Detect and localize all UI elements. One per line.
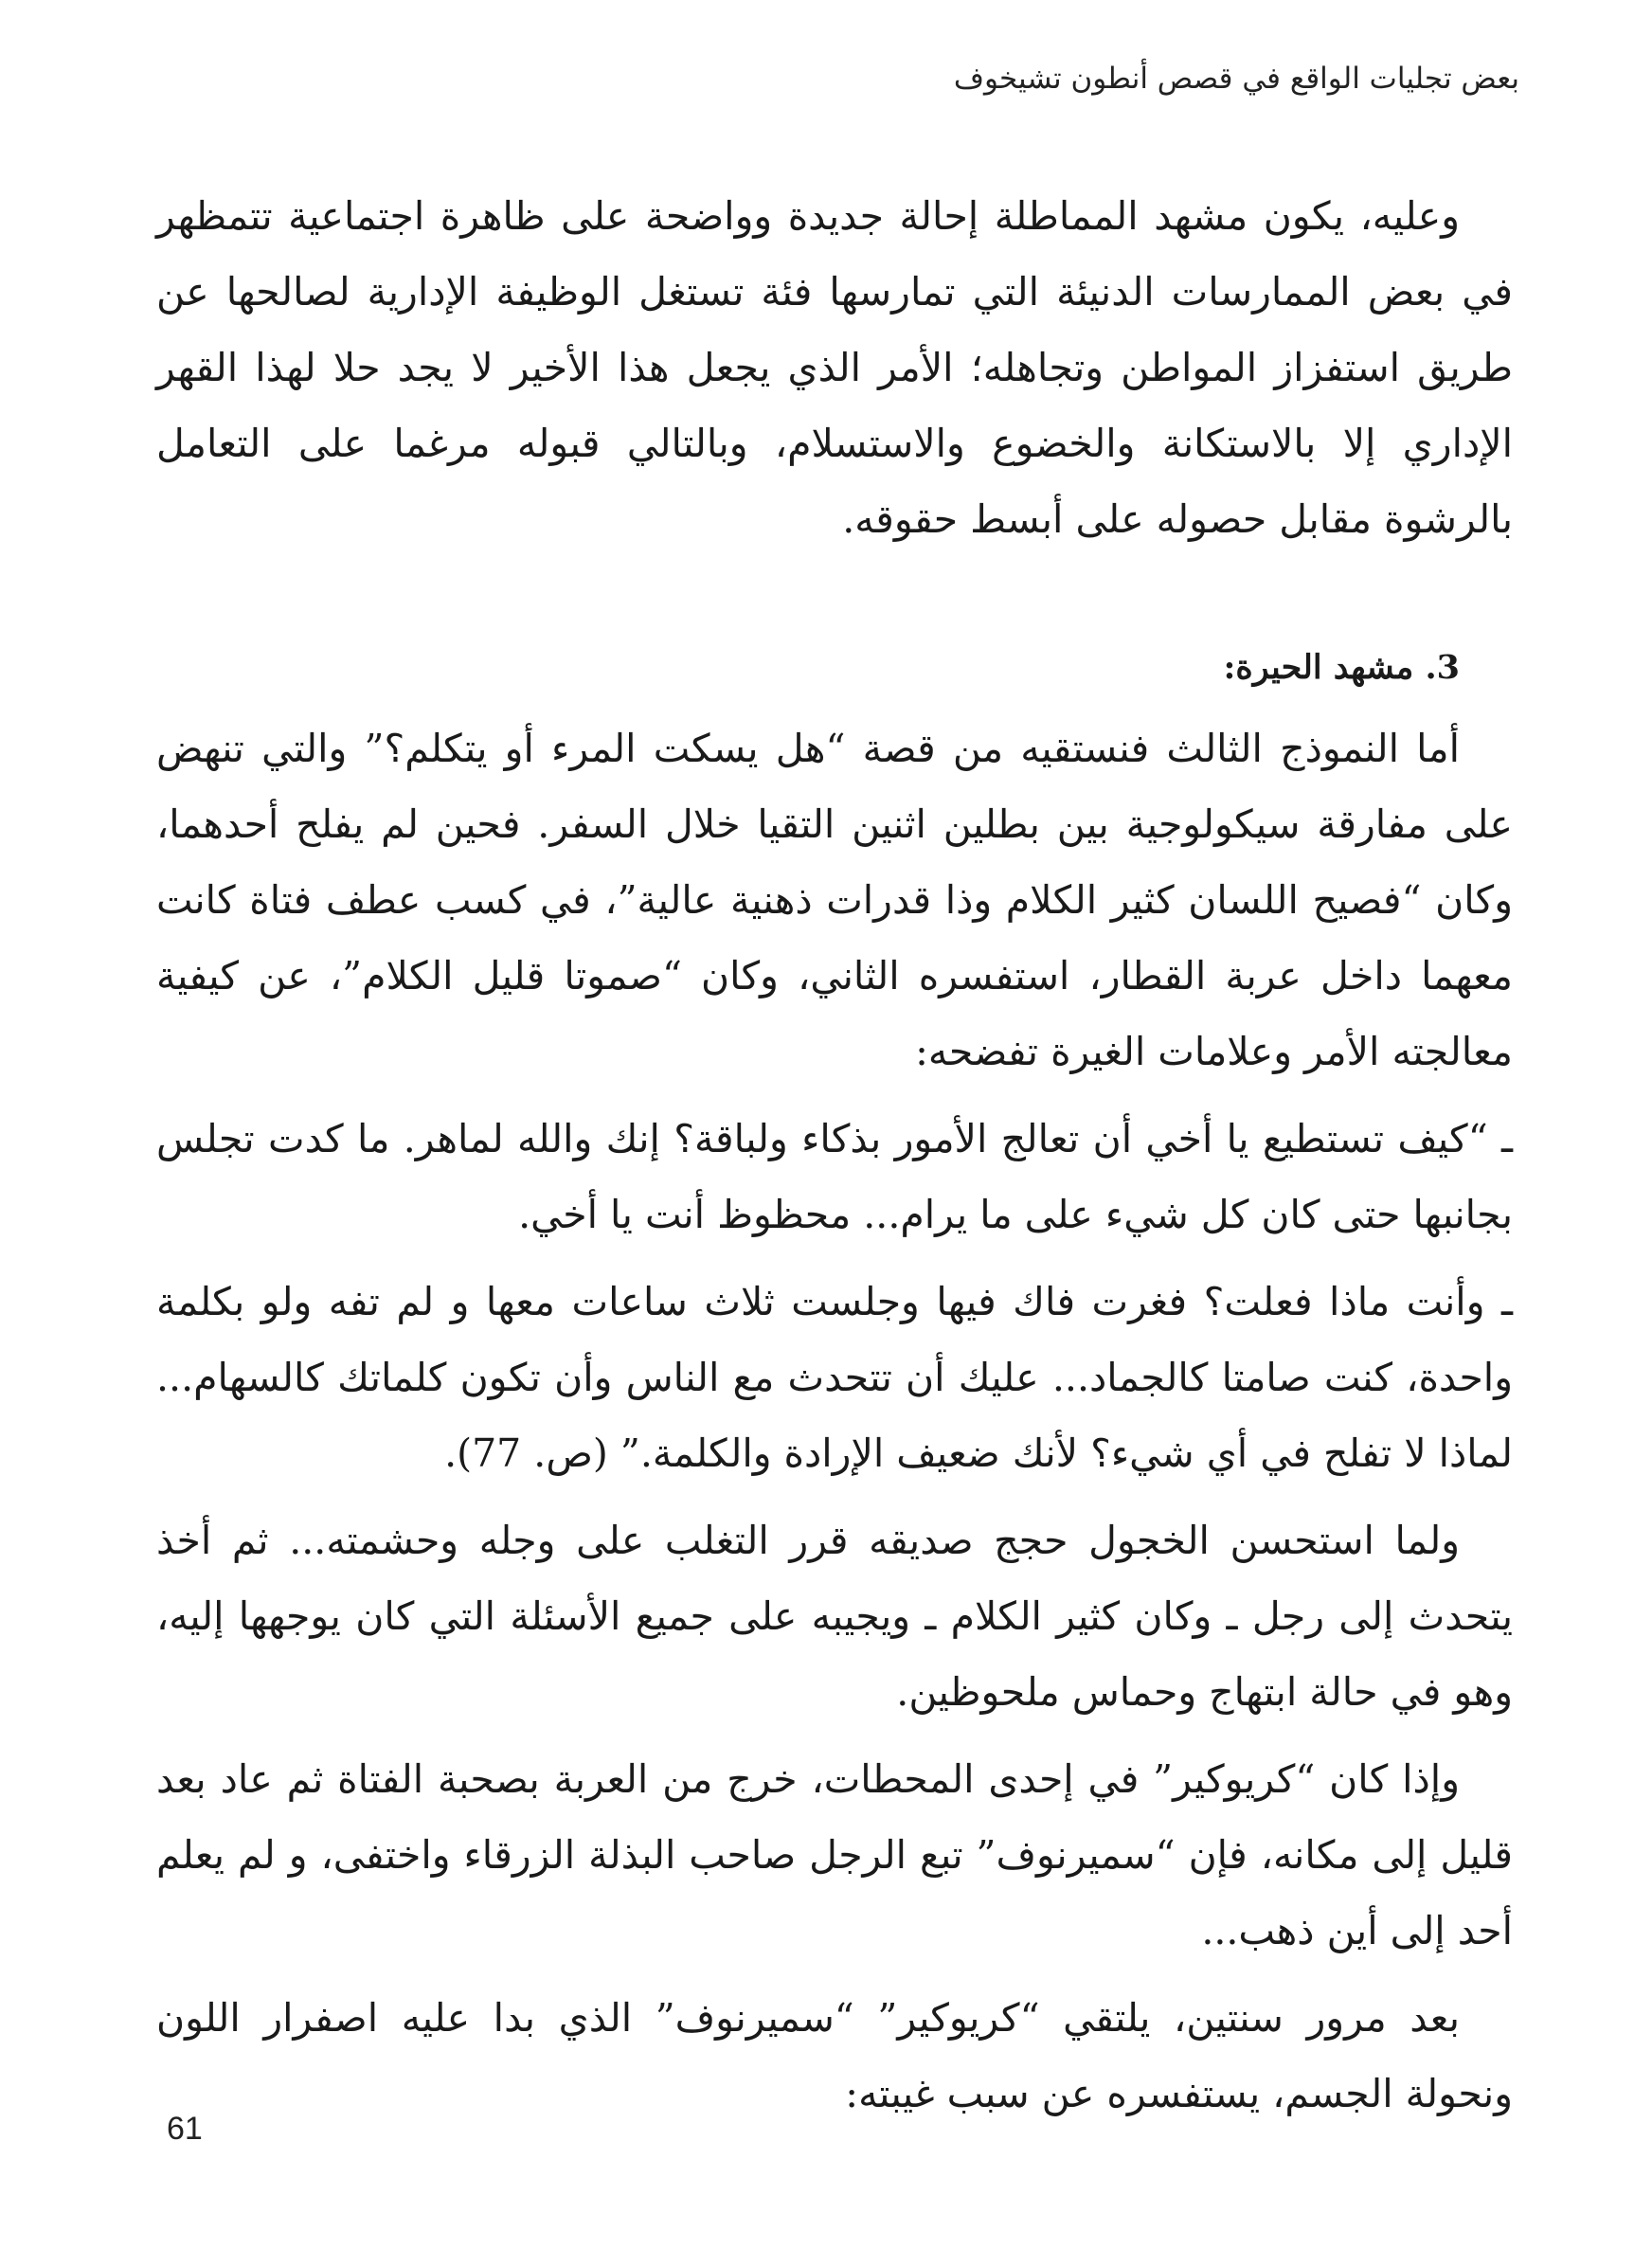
paragraph-station: وإذا كان “كريوكير” في إحدى المحطات، خرج من العربة بصحبة الفتاة ثم عاد بعد قليل إلى مكانه، فإن “سميرنوف” تبع الرجل صاحب البذلة الزرقاء واختفى، و لم يعلم أحد إلى أين ذهب... <box>156 1756 1513 1953</box>
running-header: بعض تجليات الواقع في قصص أنطون تشيخوف <box>953 62 1519 96</box>
section-heading: 3. مشهد الحيرة: <box>1223 648 1460 687</box>
paragraph-shy-man: ولما استحسن الخجول حجج صديقه قرر التغلب على وجله وحشمته... ثم أخذ يتحدث إلى رجل ـ وكان كثير الكلام ـ ويجيبه على جميع الأسئلة التي كان يوجهها إليه، وهو في حالة ابتهاج وحماس ملحوظين. <box>156 1518 1513 1715</box>
paragraph-two-years: بعد مرور سنتين، يلتقي “كريوكير” “سميرنوف” الذي بدا عليه اصفرار اللون ونحولة الجسم، يستفسره عن سبب غيبته: <box>156 1995 1513 2116</box>
paragraph-bureaucracy: وعليه، يكون مشهد المماطلة إحالة جديدة وواضحة على ظاهرة اجتماعية تتمظهر في بعض الممارسات الدنيئة التي تمارسها فئة تستغل الوظيفة الإدارية لصالحها عن طريق استفزاز المواطن وتجاهله؛ الأمر الذي يجعل هذا الأخير لا يجد حلا لهذا القهر الإداري إلا بالاستكانة والخضوع والاستسلام، وبالتالي قبوله مرغما على التعامل بالرشوة مقابل حصوله على أبسط حقوقه. <box>156 193 1513 542</box>
paragraph-third-model: أما النموذج الثالث فنستقيه من قصة “هل يسكت المرء أو يتكلم؟” والتي تنهض على مفارقة سيكولوجية بين بطلين اثنين التقيا خلال السفر. فحين لم يفلح أحدهما، وكان “فصيح اللسان كثير الكلام وذا قدرات ذهنية عالية”، في كسب عطف فتاة كانت معهما داخل عربة القطار، استفسره الثاني، وكان “صموتا قليل الكلام”، عن كيفية معالجته الأمر وعلامات الغيرة تفضحه: <box>156 726 1513 1074</box>
dialogue-quote-1: ـ “كيف تستطيع يا أخي أن تعالج الأمور بذكاء ولباقة؟ إنك والله لماهر. ما كدت تجلس بجانبها حتى كان كل شيء على ما يرام... محظوظ أنت يا أخي. <box>156 1116 1513 1237</box>
dialogue-quote-2: ـ وأنت ماذا فعلت؟ فغرت فاك فيها وجلست ثلاث ساعات معها و لم تفه ولو بكلمة واحدة، كنت صامتا كالجماد... عليك أن تتحدث مع الناس وأن تكون كلماتك كالسهام... لماذا لا تفلح في أي شيء؟ لأنك ضعيف الإرادة والكلمة.” (ص. 77). <box>156 1279 1513 1476</box>
page-number: 61 <box>167 2111 203 2147</box>
body-text <box>156 178 1513 2143</box>
